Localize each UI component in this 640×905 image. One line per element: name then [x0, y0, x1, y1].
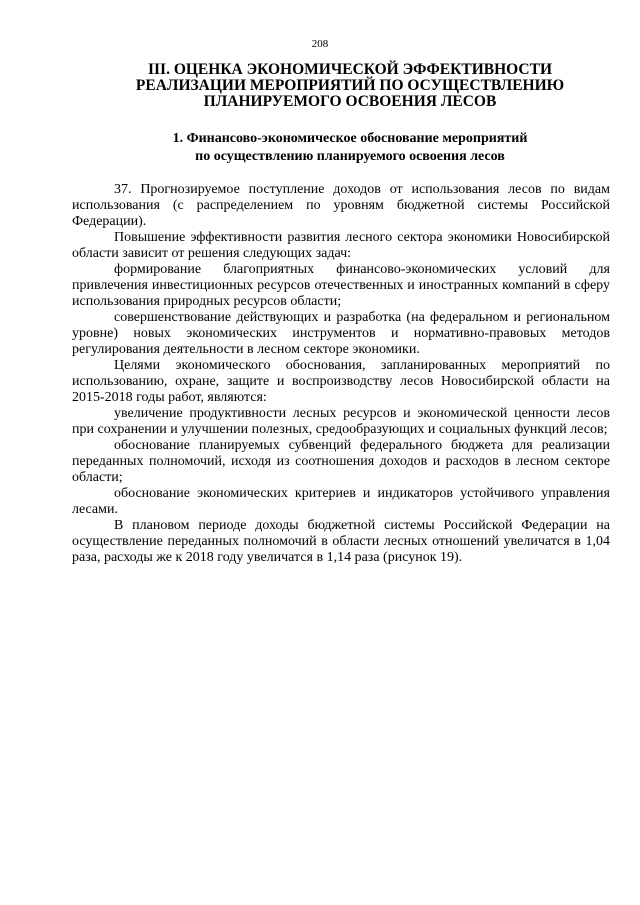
paragraph: формирование благоприятных финансово-экономических условий для привлечения инвестиционных ресурсов отечественных и иностранных компаний в сферу использования природных ресурсов области;: [72, 262, 610, 309]
paragraph: Целями экономического обоснования, запланированных мероприятий по использованию, охране, защите и воспроизводству лесов Новосибирской области на 2015-2018 годы работ, являются:: [72, 358, 610, 405]
paragraph: В плановом периоде доходы бюджетной системы Российской Федерации на осуществление переданных полномочий в области лесных отношений увеличатся в 1,04 раза, расходы же к 2018 году увеличатся в 1,14 раза (рисунок 19).: [72, 518, 610, 565]
document-body: [72, 182, 610, 566]
subsection-title: [120, 130, 580, 166]
paragraph: обоснование экономических критериев и индикаторов устойчивого управления лесами.: [72, 486, 610, 517]
section-title: [120, 62, 580, 110]
page-number: 208: [311, 38, 329, 50]
section-title-line: РЕАЛИЗАЦИИ МЕРОПРИЯТИЙ ПО ОСУЩЕСТВЛЕНИЮ: [135, 77, 565, 94]
paragraph: совершенствование действующих и разработка (на федеральном и региональном уровне) новых экономических инструментов и нормативно-правовых методов регулирования деятельности в лесном секторе экономики.: [72, 310, 610, 357]
paragraph: обоснование планируемых субвенций федерального бюджета для реализации переданных полномочий, исходя из соотношения доходов и расходов в лесном секторе области;: [72, 438, 610, 485]
subsection-title-line: по осуществлению планируемого освоения лесов: [195, 149, 505, 164]
section-title-line: III. ОЦЕНКА ЭКОНОМИЧЕСКОЙ ЭФФЕКТИВНОСТИ: [147, 61, 553, 78]
section-title-line: ПЛАНИРУЕМОГО ОСВОЕНИЯ ЛЕСОВ: [203, 93, 497, 110]
paragraph: 37. Прогнозируемое поступление доходов от использования лесов по видам использования (с распределением по уровням бюджетной системы Российской Федерации).: [72, 182, 610, 229]
paragraph: Повышение эффективности развития лесного сектора экономики Новосибирской области зависит от решения следующих задач:: [72, 230, 610, 261]
subsection-title-line: 1. Финансово-экономическое обоснование мероприятий: [172, 131, 528, 146]
paragraph: увеличение продуктивности лесных ресурсов и экономической ценности лесов при сохранении и улучшении полезных, средообразующих и социальных функций лесов;: [72, 406, 610, 437]
